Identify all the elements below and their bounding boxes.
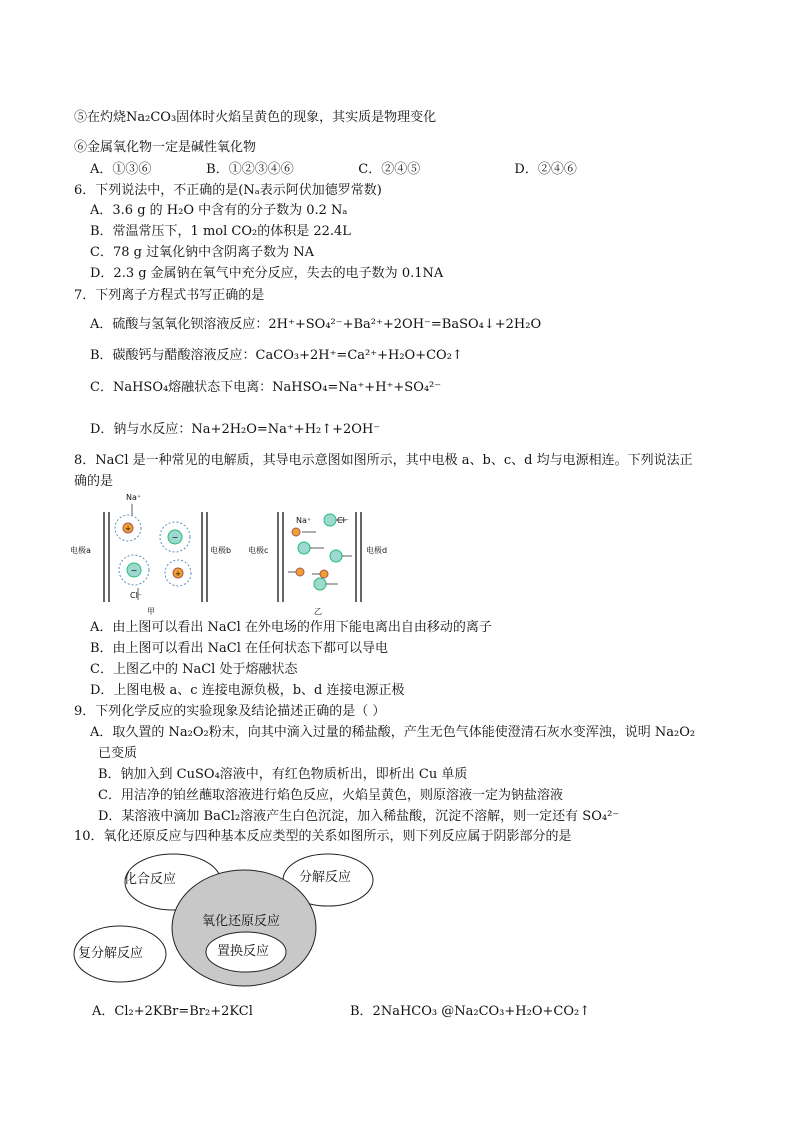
q10-option-a: A．Cl₂+2KBr=Br₂+2KCl: [92, 1004, 253, 1019]
cl-ion: [314, 578, 338, 590]
q10-option-b: B．2NaHCO₃ @Na₂CO₃+H₂O+CO₂↑: [350, 1004, 591, 1019]
label-electrode-a: 电极a: [70, 546, 91, 555]
q7-option-b: B．碳酸钙与醋酸溶液反应：CaCO₃+2H⁺=Ca²⁺+H₂O+CO₂↑: [90, 348, 463, 363]
caption-jia: 甲: [147, 607, 155, 616]
q6-option-a: A．3.6 g 的 H₂O 中含有的分子数为 0.2 Nₐ: [90, 203, 348, 218]
caption-yi: 乙: [314, 607, 322, 616]
venn-label-double-decomposition: 复分解反应: [78, 946, 144, 961]
q5-option-c: C．②④⑤: [358, 162, 421, 177]
q5-options: [90, 162, 577, 178]
svg-text:−: −: [130, 566, 138, 575]
q9-option-b: B．钠加入到 CuSO₄溶液中，有红色物质析出，即析出 Cu 单质: [98, 767, 468, 782]
q6-stem: 6．下列说法中，不正确的是(Nₐ表示阿伏加德罗常数): [74, 183, 382, 198]
q9-option-a-line2: 已变质: [98, 746, 138, 761]
na-ion: [292, 528, 316, 536]
q9-option-d: D．某溶液中滴加 BaCl₂溶液产生白色沉淀，加入稀盐酸，沉淀不溶解，则一定还有 SO₄²⁻: [98, 809, 620, 824]
na-ion: [288, 568, 304, 576]
hydrated-na-ion: [165, 560, 191, 586]
cl-ion: [330, 550, 352, 562]
label-cl-yi: Cl⁻: [337, 516, 350, 525]
na-ion: [312, 570, 328, 578]
venn-label-redox: 氧化还原反应: [202, 914, 281, 929]
q9-stem: 9．下列化学反应的实验现象及结论描述正确的是（ ）: [74, 704, 386, 719]
venn-label-combination: 化合反应: [124, 872, 177, 887]
q8-option-d: D．上图电极 a、c 连接电源负极，b、d 连接电源正极: [90, 683, 405, 698]
q5-option-a: A．①③⑥: [90, 162, 152, 177]
q9-option-c: C．用洁净的铂丝蘸取溶液进行焰色反应，火焰呈黄色，则原溶液一定为钠盐溶液: [98, 788, 563, 803]
hydrated-na-ion: [115, 515, 141, 541]
label-cl-bottom: Cl⁻: [130, 591, 143, 600]
svg-text:+: +: [175, 570, 181, 578]
q5-option-d: D．②④⑥: [514, 162, 577, 177]
label-electrode-c: 电极c: [248, 546, 269, 555]
venn-label-displacement: 置换反应: [217, 944, 270, 959]
hydrated-cl-ion: [160, 522, 190, 552]
q8-stem-line2: 确的是: [74, 474, 114, 489]
label-na-yi: Na⁺: [296, 516, 312, 525]
q7-stem: 7．下列离子方程式书写正确的是: [74, 288, 265, 303]
q6-option-c: C．78 g 过氧化钠中含阴离子数为 NA: [90, 245, 314, 260]
q8-option-a: A．由上图可以看出 NaCl 在外电场的作用下能电离出自由移动的离子: [90, 620, 492, 635]
q8-option-b: B．由上图可以看出 NaCl 在任何状态下都可以导电: [90, 641, 389, 656]
q6-option-b: B．常温常压下，1 mol CO₂的体积是 22.4L: [90, 224, 351, 239]
q8-option-c: C．上图乙中的 NaCl 处于熔融状态: [90, 662, 298, 677]
svg-text:−: −: [171, 533, 179, 542]
q5-option-b: B．①②③④⑥: [206, 162, 294, 177]
q10-stem: 10．氧化还原反应与四种基本反应类型的关系如图所示，则下列反应属于阴影部分的是: [74, 829, 572, 844]
label-electrode-b: 电极b: [210, 546, 232, 555]
svg-text:+: +: [125, 525, 131, 533]
q6-option-d: D．2.3 g 金属钠在氧气中充分反应，失去的电子数为 0.1NA: [90, 266, 444, 281]
figure-jia: [104, 504, 207, 602]
q8-stem-line1: 8．NaCl 是一种常见的电解质，其导电示意图如图所示，其中电极 a、b、c、d 均与电源相连。下列说法正: [74, 453, 693, 468]
label-na-top: Na⁺: [126, 493, 142, 502]
hydrated-cl-ion: [119, 555, 149, 585]
q7-option-a: A．硫酸与氢氧化钡溶液反应：2H⁺+SO₄²⁻+Ba²⁺+2OH⁻=BaSO₄↓+2H₂O: [90, 317, 542, 332]
item-6: ⑥金属氧化物一定是碱性氧化物: [74, 140, 257, 155]
q7-option-d: D．钠与水反应：Na+2H₂O=Na⁺+H₂↑+2OH⁻: [90, 422, 381, 437]
q9-option-a-line1: A．取久置的 Na₂O₂粉末，向其中滴入过量的稀盐酸，产生无色气体能使澄清石灰水变浑浊，说明 Na₂O₂: [90, 725, 696, 740]
label-electrode-d: 电极d: [366, 546, 388, 555]
item-5: ⑤在灼烧Na₂CO₃固体时火焰呈黄色的现象，其实质是物理变化: [74, 110, 437, 125]
cl-ion: [298, 542, 324, 554]
q7-option-c: C．NaHSO₄熔融状态下电离：NaHSO₄=Na⁺+H⁺+SO₄²⁻: [90, 380, 442, 395]
venn-label-decomposition: 分解反应: [299, 870, 352, 885]
